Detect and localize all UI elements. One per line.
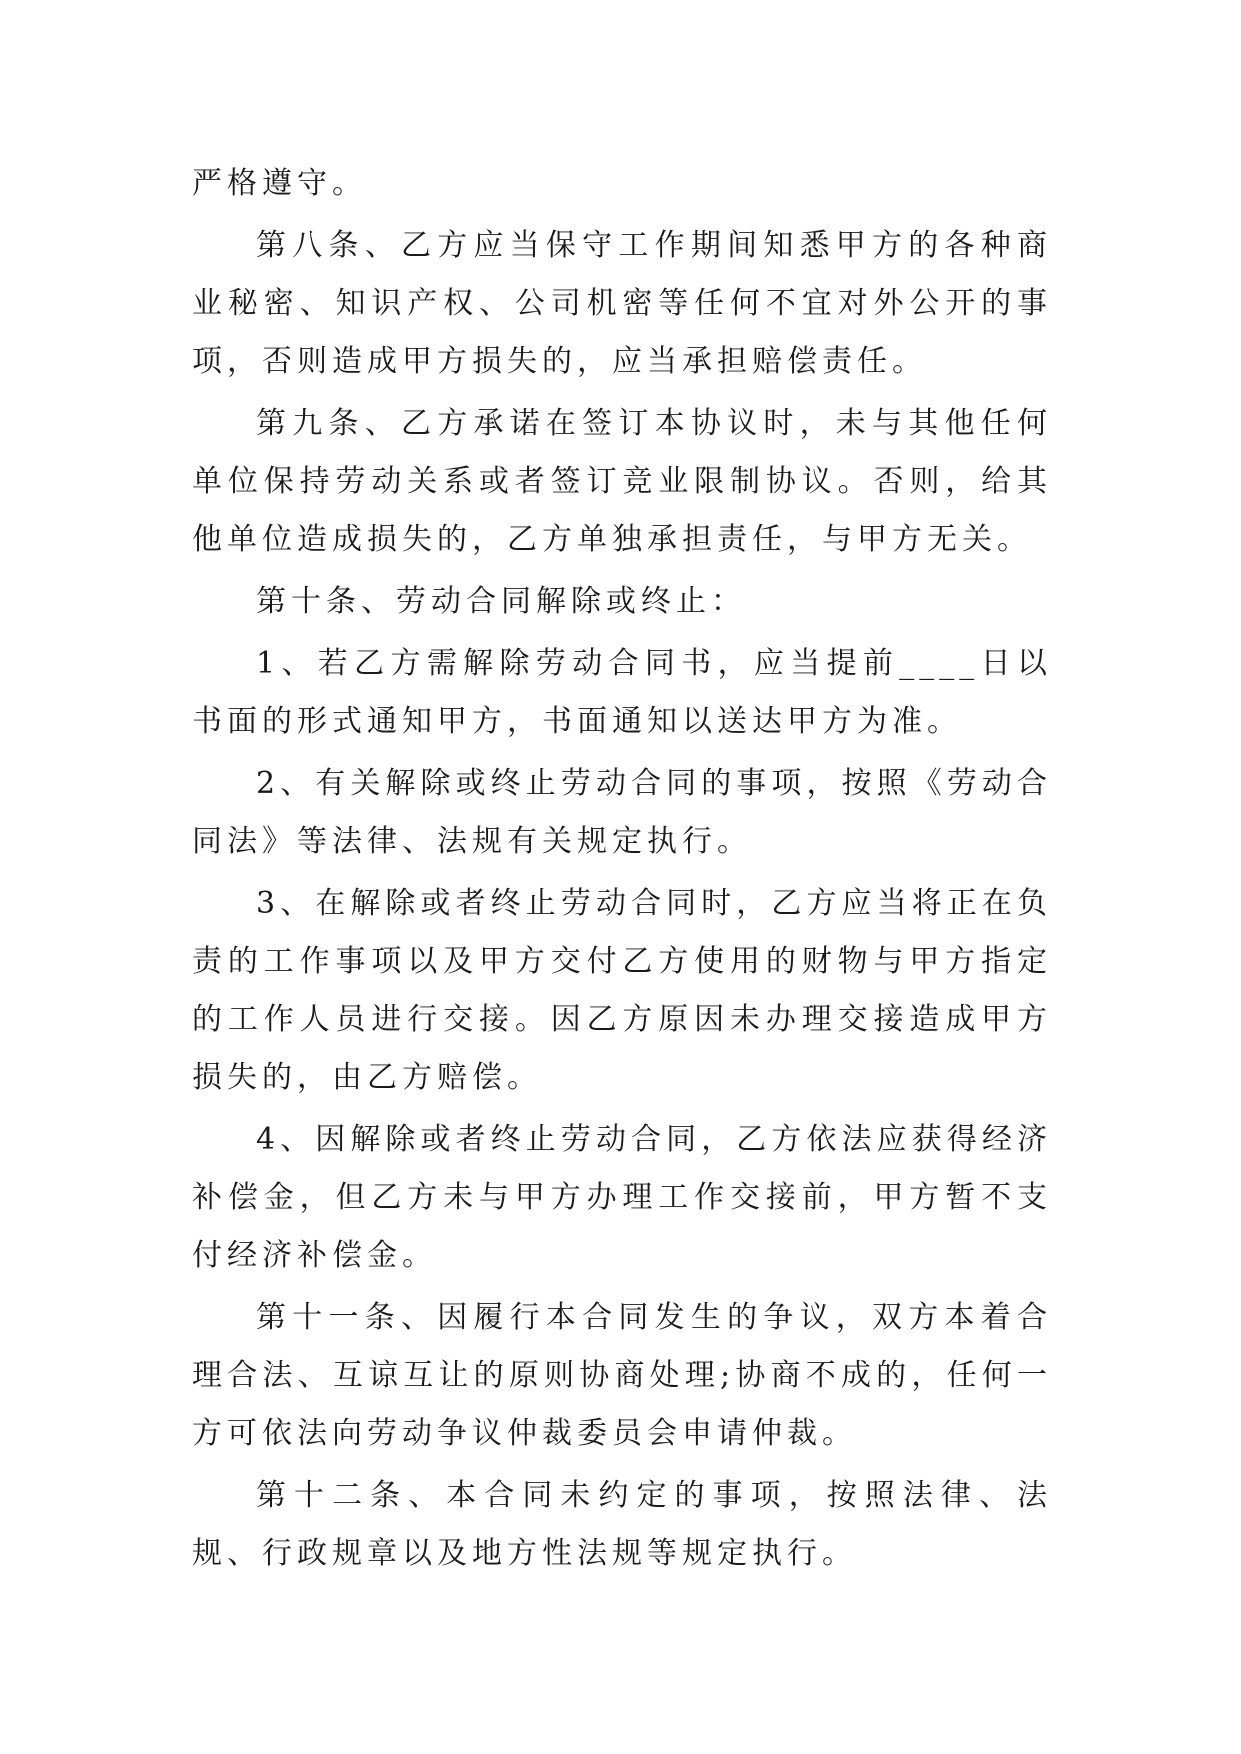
paragraph-article-10-item-1: 1、若乙方需解除劳动合同书，应当提前____日以书面的形式通知甲方，书面通知以送达甲方为准。 [192,646,1052,739]
paragraph-article-10-heading: 第十条、劳动合同解除或终止： [256,584,746,619]
paragraph-article-11: 第十一条、因履行本合同发生的争议，双方本着合理合法、互谅互让的原则协商处理;协商不成的，任何一方可依法向劳动争议仲裁委员会申请仲裁。 [192,1300,1052,1451]
paragraph-article-10-item-3: 3、在解除或者终止劳动合同时，乙方应当将正在负责的工作事项以及甲方交付乙方使用的财物与甲方指定的工作人员进行交接。因乙方原因未办理交接造成甲方损失的，由乙方赔偿。 [192,886,1052,1095]
document-body [192,155,1052,1587]
paragraph-article-10-item-4: 4、因解除或者终止劳动合同，乙方依法应获得经济补偿金，但乙方未与甲方办理工作交接前，甲方暂不支付经济补偿金。 [192,1122,1052,1273]
paragraph-article-12: 第十二条、本合同未约定的事项，按照法律、法规、行政规章以及地方性法规等规定执行。 [192,1478,1052,1571]
paragraph-continuation: 严格遵守。 [192,166,367,201]
paragraph-article-10-item-2: 2、有关解除或终止劳动合同的事项，按照《劳动合同法》等法律、法规有关规定执行。 [192,766,1052,859]
paragraph-article-8: 第八条、乙方应当保守工作期间知悉甲方的各种商业秘密、知识产权、公司机密等任何不宜对外公开的事项，否则造成甲方损失的，应当承担赔偿责任。 [192,228,1052,379]
paragraph-article-9: 第九条、乙方承诺在签订本协议时，未与其他任何单位保持劳动关系或者签订竞业限制协议。否则，给其他单位造成损失的，乙方单独承担责任，与甲方无关。 [192,406,1052,557]
